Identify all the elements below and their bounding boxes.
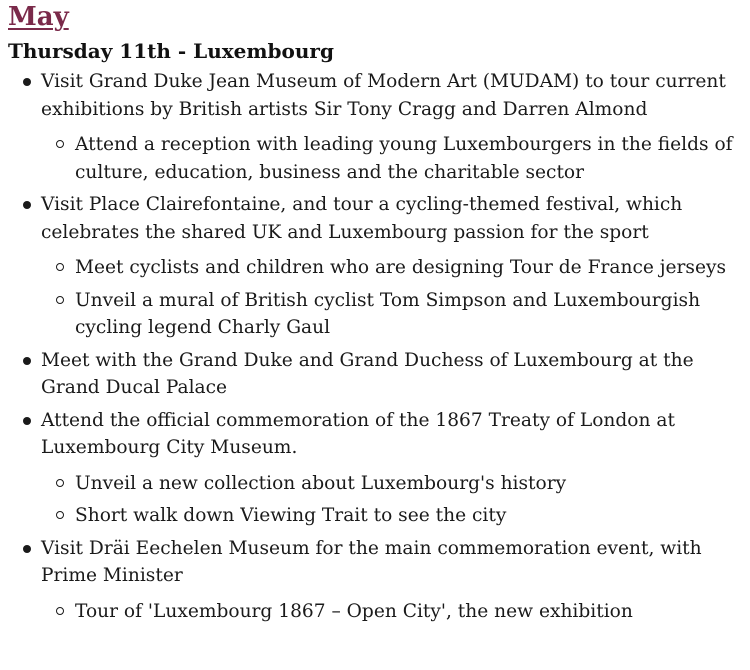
bullet-disc-icon — [23, 417, 31, 425]
bullet-circle-icon — [56, 296, 64, 304]
bullet-disc-icon — [23, 357, 31, 365]
sub-item — [41, 598, 742, 626]
bullet-disc-icon — [23, 78, 31, 86]
bullet-circle-icon — [56, 511, 64, 519]
event-text: Visit Grand Duke Jean Museum of Modern Art (MUDAM) to tour current exhibitions by British artists Sir Tony Cragg and Darren Almond — [41, 71, 726, 120]
bullet-circle-icon — [56, 140, 64, 148]
event-text: Visit Place Clairefontaine, and tour a cycling-themed festival, which celebrates the shared UK and Luxembourg passion for the sport — [41, 194, 683, 243]
sub-item — [41, 254, 742, 282]
event-text: Meet with the Grand Duke and Grand Duchess of Luxembourg at the Grand Ducal Palace — [41, 349, 694, 398]
sub-item-text: Meet cyclists and children who are designing Tour de France jerseys — [75, 257, 727, 278]
bullet-disc-icon — [23, 545, 31, 553]
document-page — [8, 2, 742, 630]
event-item — [8, 191, 742, 342]
sub-list — [41, 598, 742, 626]
sub-list — [41, 254, 742, 342]
event-text: Visit Dräi Eechelen Museum for the main commemoration event, with Prime Minister — [41, 537, 702, 586]
sub-item — [41, 502, 742, 530]
bullet-circle-icon — [56, 263, 64, 271]
event-item — [8, 347, 742, 402]
sub-item-text: Tour of 'Luxembourg 1867 – Open City', the new exhibition — [75, 600, 633, 622]
sub-list — [41, 470, 742, 530]
sub-item-text: Unveil a mural of British cyclist Tom Simpson and Luxembourgish cycling legend Charly Gaul — [75, 289, 701, 338]
bullet-circle-icon — [56, 479, 64, 487]
event-item — [8, 407, 742, 530]
events-list — [8, 68, 742, 625]
sub-item-text: Short walk down Viewing Trait to see the city — [75, 505, 507, 526]
sub-item-text: Unveil a new collection about Luxembourg's history — [75, 472, 567, 494]
sub-item — [41, 470, 742, 498]
bullet-disc-icon — [23, 201, 31, 209]
event-text: Attend the official commemoration of the 1867 Treaty of London at Luxembourg City Museum. — [41, 409, 675, 458]
day-heading: Thursday 11th - Luxembourg — [8, 39, 334, 63]
sub-item — [41, 287, 742, 342]
sub-item-text: Attend a reception with leading young Luxembourgers in the fields of culture, education, business and the charitable sector — [75, 134, 733, 183]
sub-list — [41, 131, 742, 186]
bullet-circle-icon — [56, 607, 64, 615]
event-item — [8, 68, 742, 186]
event-item — [8, 535, 742, 626]
sub-item — [41, 131, 742, 186]
month-heading: May — [8, 2, 69, 32]
